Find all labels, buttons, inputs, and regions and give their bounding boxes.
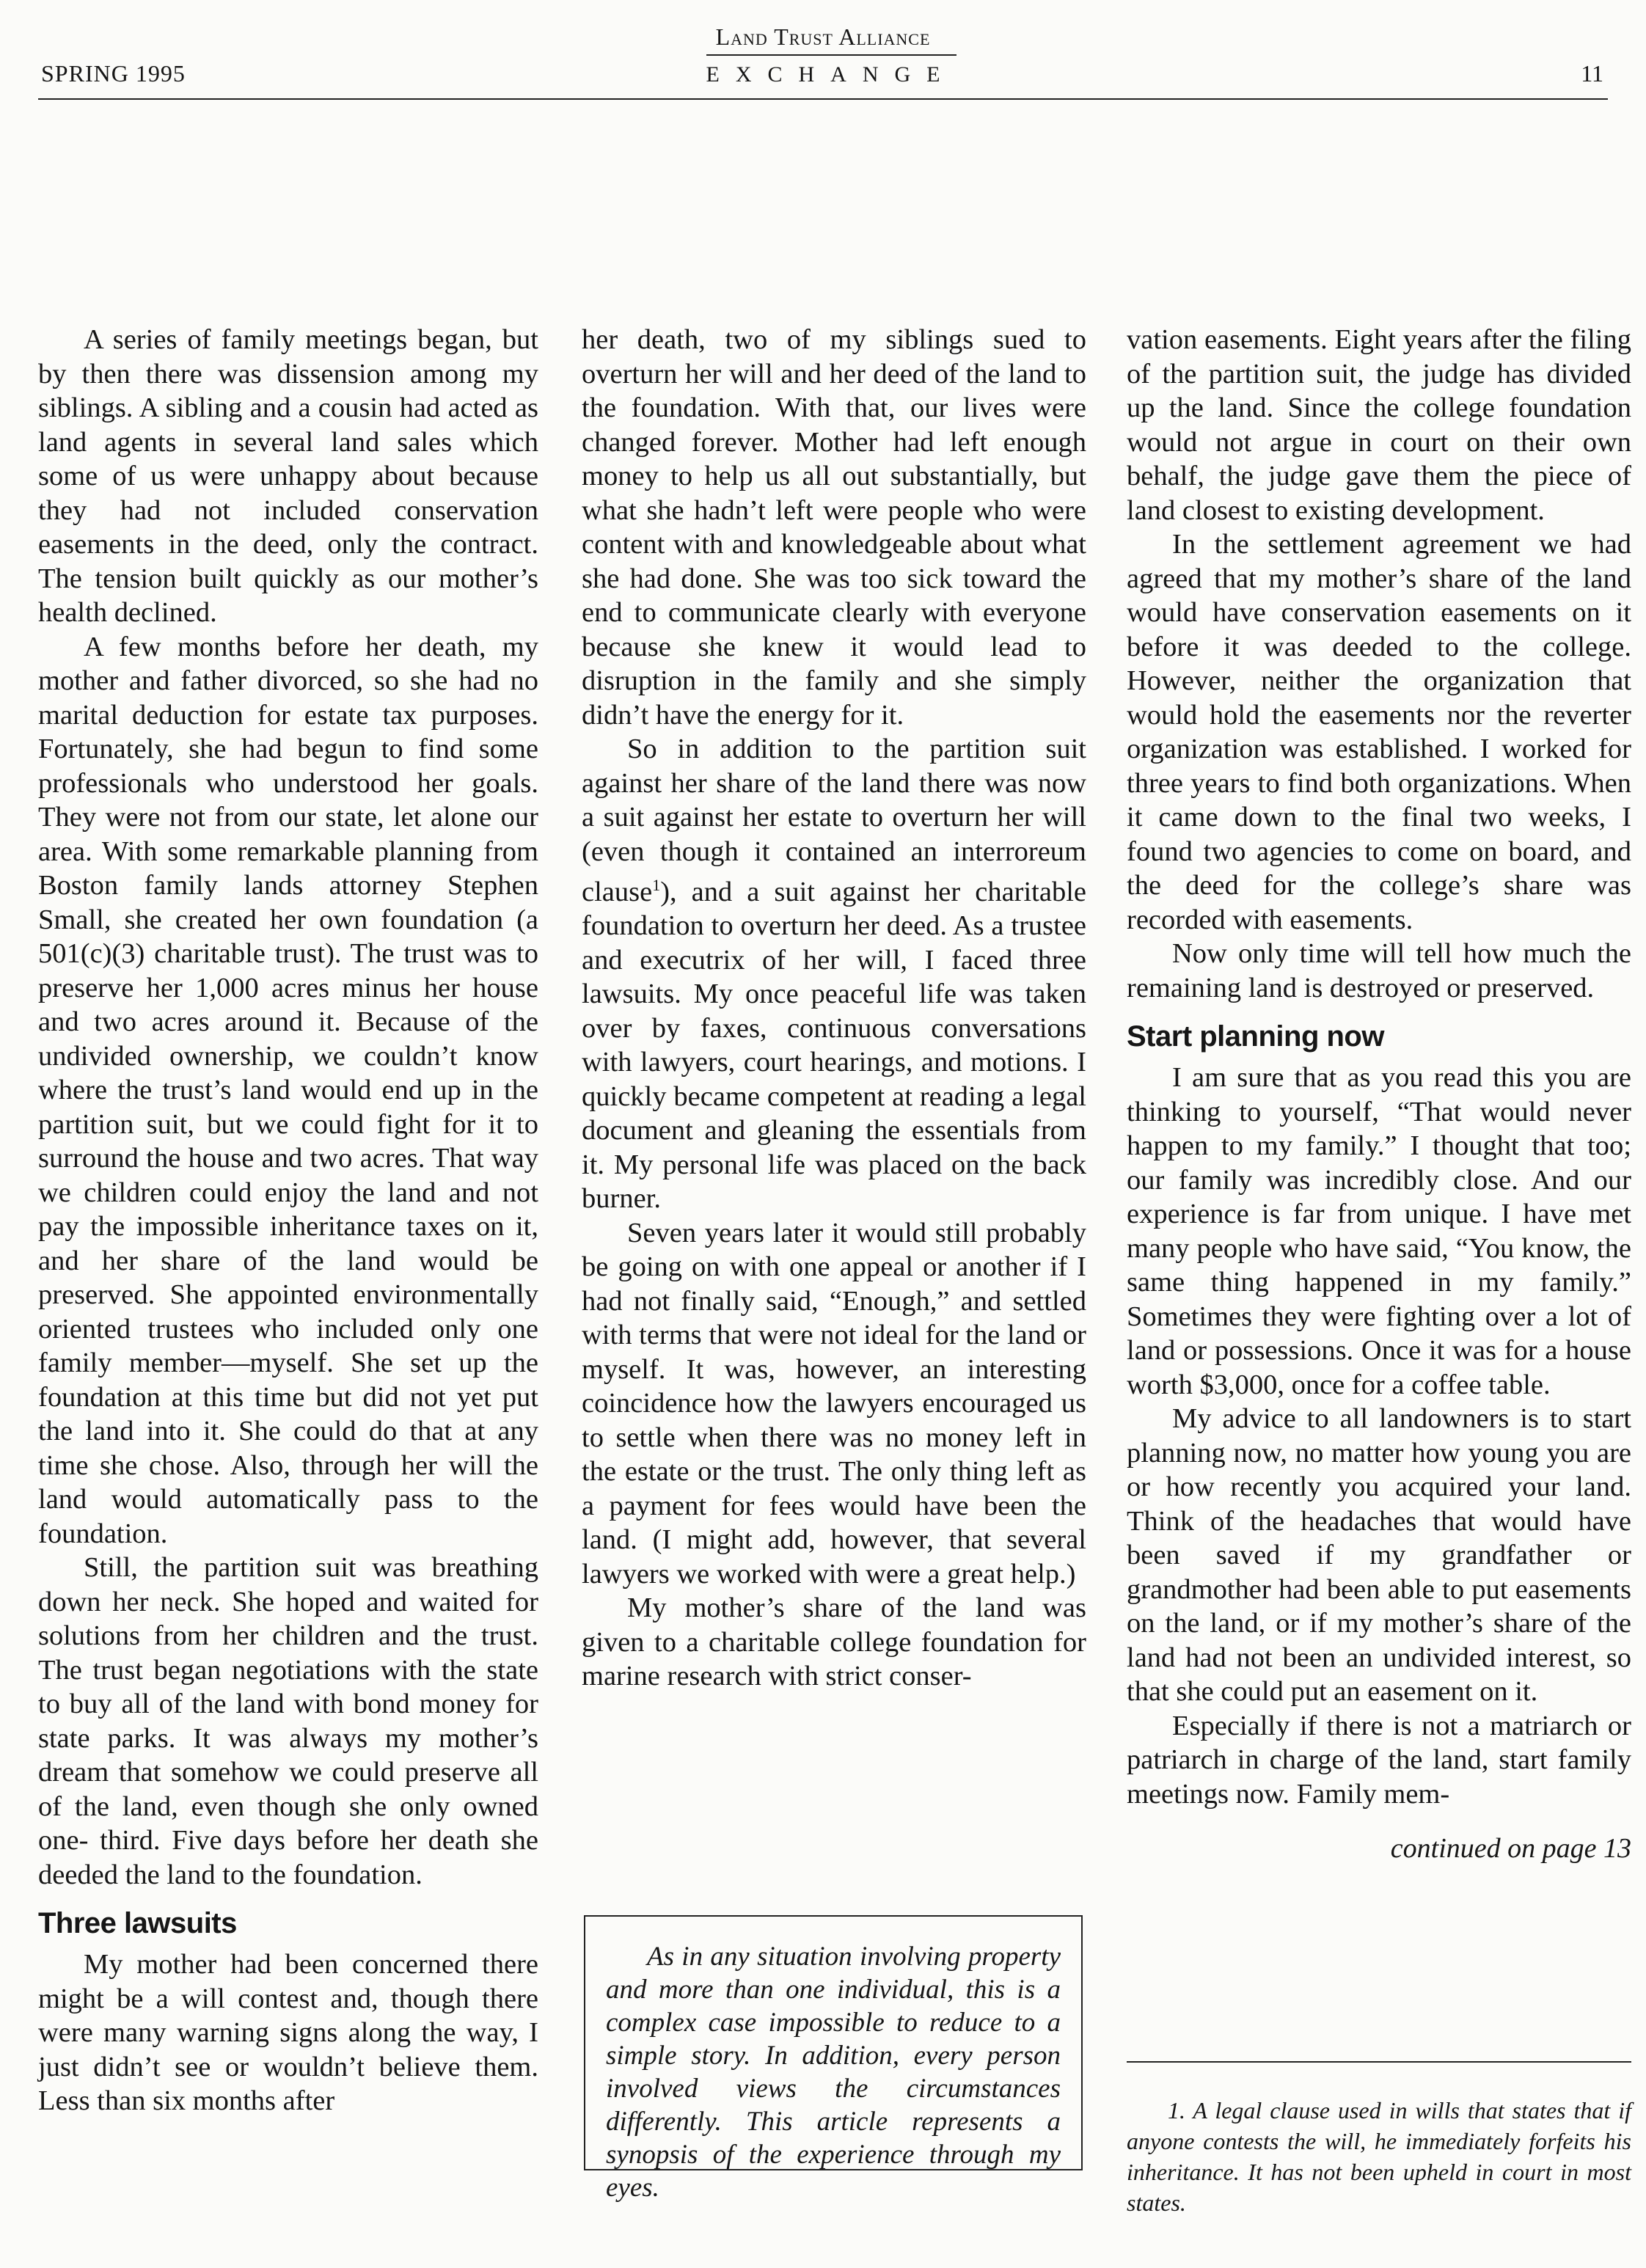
paragraph: A series of family meetings began, but by then there was dissension among my siblings. A sibling and a cousin had acted as land agents in several land sales which some of us were unhappy about because they had not included conservation easements in the deed, only the contract. The tension built quickly as our mother’s health declined. [38, 324, 538, 628]
paragraph: My mother had been concerned there might be a will contest and, though there were many warning signs along the way, I just didn’t see or wouldn’t believe them. Less than six months after [38, 1949, 538, 2116]
paragraph-text: ), and a suit against her charitable foundation to overturn her deed. As a trustee and executrix of her will, I faced three lawsuits. My once peaceful life was taken over by faxes, continuous conversations with lawyers, court hearings, and motions. I quickly became competent at reading a legal document and gleaning the essentials from it. My personal life was placed on the back burner. [582, 876, 1086, 1215]
issue-date: SPRING 1995 [41, 60, 186, 87]
publication-name: Land Trust Alliance [715, 23, 931, 50]
masthead [0, 0, 1646, 103]
paragraph: Especially if there is not a matriarch or patriarch in charge of the land, start family meetings now. Family mem- [1127, 1710, 1631, 1810]
paragraph: A few months before her death, my mother and father divorced, so she had no marital deduction for estate tax purposes. Fortunately, she had begun to find some professionals who understood her goals. They were not from our state, let alone our area. With some remarkable planning from Boston family lands attorney Stephen Small, she created her own foundation (a 501(c)(3) charitable trust). The trust was to preserve her 1,000 acres minus her house and two acres around it. Because of the undivided ownership, we couldn’t know where the trust’s land would end up in the partition suit, but we could fight for it to surround the house and two acres. That way we children could enjoy the land and not pay the impossible inheritance taxes on it, and her share of the land would be preserved. She appointed environmentally oriented trustees who included only one family member—myself. She set up the foundation at this time but did not yet put the land into it. She could do that at any time she chose. Also, through her will the land would automatically pass to the foundation. [38, 631, 538, 1549]
author-note-box [584, 1915, 1083, 2203]
paragraph: My advice to all landowners is to start planning now, no matter how young you are or how recently you acquired your land. Think of the headaches that would have been saved if my grandfather or grandmother had been able to put easements on the land, or if my mother’s share of the land had not been an undivided interest, so that she could put an easement on it. [1127, 1403, 1631, 1707]
paragraph: Now only time will tell how much the remaining land is destroyed or preserved. [1127, 938, 1631, 1003]
subheading-three-lawsuits: Three lawsuits [38, 1907, 237, 1939]
column-1 [38, 323, 538, 2118]
column-3 [1127, 323, 1631, 1866]
paragraph: vation easements. Eight years after the filing of the partition suit, the judge has divided up the land. Since the college foundation would not argue in court on their own behalf, the judge gave them the piece of land closest to existing development. [1127, 324, 1631, 526]
paragraph [582, 732, 1086, 1216]
footnote-rule [1127, 2061, 1631, 2063]
publication-subtitle: EXCHANGE [706, 54, 956, 89]
column-2 [582, 323, 1086, 1694]
subheading-start-planning-now: Start planning now [1127, 1020, 1384, 1053]
author-note-text: As in any situation involving property and more than one individual, this is a complex case impossible to reduce to a simple story. In addition, every person involved views the circumstances differently. This article represents a synopsis of the experience through my eyes. [606, 1942, 1061, 2203]
publication-title [0, 22, 1646, 89]
paragraph: Seven years later it would still probably be going on with one appeal or another if I had not finally said, “Enough,” and settled with terms that were not ideal for the land or myself. It was, however, an interesting coincidence how the lawyers encouraged us to settle when there was no money left in the estate or the trust. The only thing left as a payment for fees would have been the land. (I might add, however, that several lawyers we worked with were a great help.) [582, 1217, 1086, 1590]
paragraph-text: So in addition to the partition suit against her share of the land there was now a suit against her estate to overturn her will (even though it contained an interroreum clause [582, 734, 1086, 907]
footnote: 1. A legal clause used in wills that states that if anyone contests the will, he immediately forfeits his inheritance. It has not been upheld in court in most states. [1127, 2097, 1631, 2216]
page-number: 11 [1581, 60, 1603, 87]
paragraph: her death, two of my siblings sued to overturn her will and her deed of the land to the foundation. With that, our lives were changed forever. Mother had left enough money to help us all out substantially, but what she hadn’t left were people who were content with and knowledgeable about what she had done. She was too sick toward the end to communicate clearly with everyone because she knew it would lead to disruption in the family and she simply didn’t have the energy for it. [582, 324, 1086, 731]
footnote-marker: 1 [652, 876, 661, 894]
header-rule [38, 98, 1608, 100]
paragraph: My mother’s share of the land was given to a charitable college foundation for marine research with strict conser- [582, 1592, 1086, 1692]
continued-on-page: continued on page 13 [1390, 1833, 1631, 1864]
paragraph: In the settlement agreement we had agreed that my mother’s share of the land would have conservation easements on it before it was deeded to the college. However, neither the organization that would hold the easements nor the reverter organization was established. I worked for three years to find both organizations. When it came down to the final two weeks, I found two agencies to come on board, and the deed for the college’s share was recorded with easements. [1127, 529, 1631, 935]
paragraph: I am sure that as you read this you are thinking to yourself, “That would never happen to my family.” I thought that too; our family was incredibly close. And our experience is far from unique. I have met many people who have said, “You know, the same thing happened in my family.” Sometimes they were fighting over a lot of land or possessions. Once it was for a house worth $3,000, once for a coffee table. [1127, 1062, 1631, 1400]
paragraph: Still, the partition suit was breathing down her neck. She hoped and waited for solutions from her children and the trust. The trust began negotiations with the state to buy all of the land with bond money for state parks. It was always my mother’s dream that somehow we could preserve all of the land, even though she only owned one- third. Five days before her death she deeded the land to the foundation. [38, 1552, 538, 1890]
